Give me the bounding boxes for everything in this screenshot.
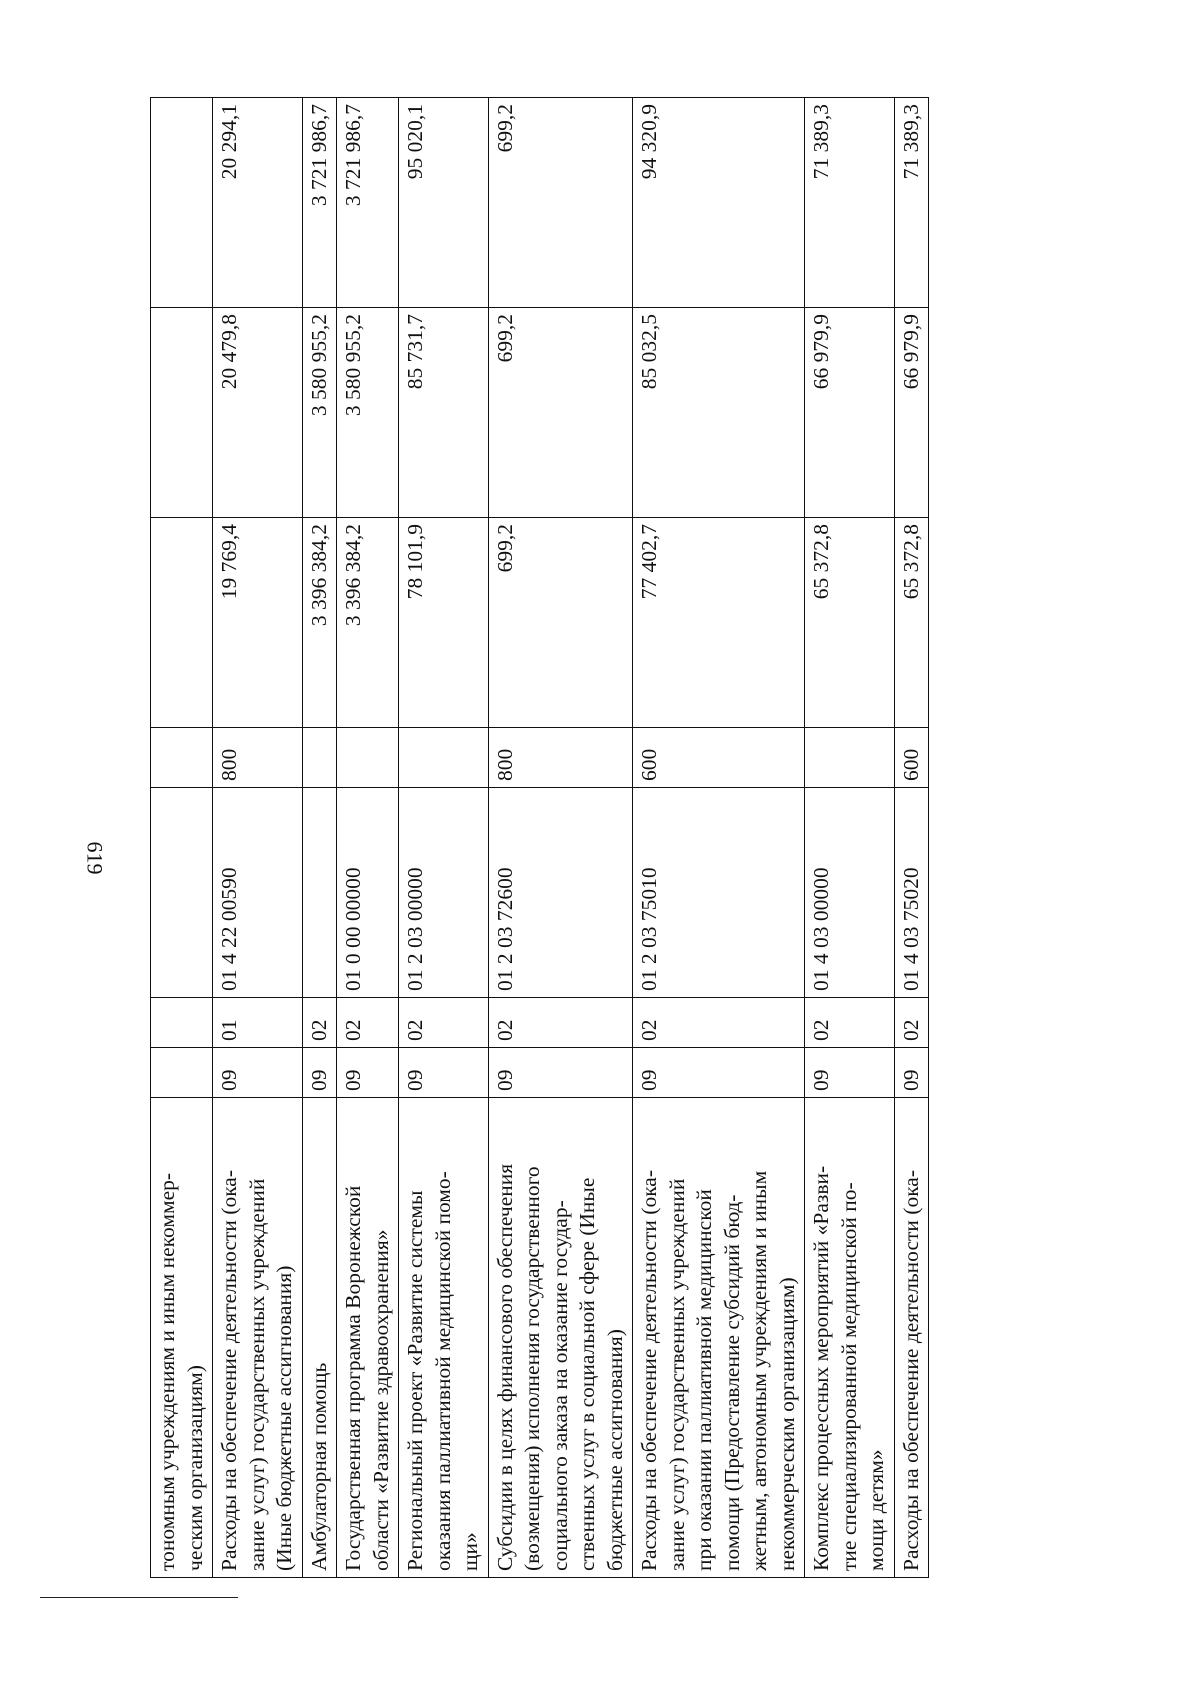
target-article-code xyxy=(151,788,213,998)
row-name: Расходы на обеспечение деятельности (ока- зание услуг) государственных учреждений (Иные бюджетные ассигнования) xyxy=(213,1098,303,1578)
table-row xyxy=(894,98,929,1578)
table-row xyxy=(337,98,399,1578)
table-row xyxy=(151,98,213,1578)
amount-year-3: 95 020,1 xyxy=(399,98,489,308)
subsection-code: 02 xyxy=(805,998,895,1048)
amount-year-3: 71 389,3 xyxy=(805,98,895,308)
row-name: Комплекс процессных мероприятий «Разви- тие специализированной медицинской по- мощи детям» xyxy=(805,1098,895,1578)
section-code: 09 xyxy=(805,1048,895,1098)
target-article-code: 01 4 22 00590 xyxy=(213,788,303,998)
amount-year-1: 3 396 384,2 xyxy=(337,518,399,728)
budget-table xyxy=(150,97,929,1578)
section-code: 09 xyxy=(302,1048,337,1098)
row-name: Субсидии в целях финансового обеспечения (возмещения) исполнения государственного социального заказа на оказание государ- ственных услуг в социальной сфере (Иные бюджетные ассигнования) xyxy=(488,1098,633,1578)
section-code: 09 xyxy=(488,1048,633,1098)
subsection-code: 02 xyxy=(399,998,489,1048)
amount-year-1: 65 372,8 xyxy=(805,518,895,728)
subsection-code: 02 xyxy=(633,998,805,1048)
amount-year-3: 94 320,9 xyxy=(633,98,805,308)
amount-year-3 xyxy=(151,98,213,308)
amount-year-1 xyxy=(151,518,213,728)
expense-type-code xyxy=(805,728,895,788)
row-name: Расходы на обеспечение деятельности (ока- зание услуг) государственных учреждений при оказании паллиативной медицинской помощи (Предоставление субсидий бюд- жетным, автономным учреждениям и иным некоммерческим организациям) xyxy=(633,1098,805,1578)
subsection-code: 01 xyxy=(213,998,303,1048)
expense-type-code: 600 xyxy=(633,728,805,788)
row-name: Амбулаторная помощь xyxy=(302,1098,337,1578)
amount-year-1: 77 402,7 xyxy=(633,518,805,728)
expense-type-code xyxy=(337,728,399,788)
subsection-code: 02 xyxy=(337,998,399,1048)
amount-year-3: 20 294,1 xyxy=(213,98,303,308)
amount-year-2: 20 479,8 xyxy=(213,308,303,518)
amount-year-2: 699,2 xyxy=(488,308,633,518)
footnote-rule xyxy=(40,1597,238,1598)
target-article-code: 01 4 03 00000 xyxy=(805,788,895,998)
page-number: 619 xyxy=(82,841,108,875)
expense-type-code xyxy=(151,728,213,788)
row-name: Государственная программа Воронежской области «Развитие здравоохранения» xyxy=(337,1098,399,1578)
section-code: 09 xyxy=(213,1048,303,1098)
section-code: 09 xyxy=(894,1048,929,1098)
amount-year-3: 71 389,3 xyxy=(894,98,929,308)
target-article-code: 01 2 03 72600 xyxy=(488,788,633,998)
amount-year-3: 3 721 986,7 xyxy=(337,98,399,308)
amount-year-1: 78 101,9 xyxy=(399,518,489,728)
expense-type-code: 600 xyxy=(894,728,929,788)
subsection-code: 02 xyxy=(488,998,633,1048)
table-row xyxy=(302,98,337,1578)
subsection-code xyxy=(151,998,213,1048)
amount-year-3: 699,2 xyxy=(488,98,633,308)
target-article-code: 01 2 03 75010 xyxy=(633,788,805,998)
amount-year-1: 65 372,8 xyxy=(894,518,929,728)
expense-type-code xyxy=(399,728,489,788)
table-row xyxy=(399,98,489,1578)
amount-year-1: 3 396 384,2 xyxy=(302,518,337,728)
table-row xyxy=(805,98,895,1578)
amount-year-3: 3 721 986,7 xyxy=(302,98,337,308)
row-name: Расходы на обеспечение деятельности (ока- xyxy=(894,1098,929,1578)
section-code xyxy=(151,1048,213,1098)
row-name: Региональный проект «Развитие системы оказания паллиативной медицинской помо- щи» xyxy=(399,1098,489,1578)
target-article-code xyxy=(302,788,337,998)
amount-year-2 xyxy=(151,308,213,518)
amount-year-2: 66 979,9 xyxy=(894,308,929,518)
subsection-code: 02 xyxy=(894,998,929,1048)
expense-type-code: 800 xyxy=(213,728,303,788)
target-article-code: 01 4 03 75020 xyxy=(894,788,929,998)
amount-year-1: 19 769,4 xyxy=(213,518,303,728)
expense-type-code: 800 xyxy=(488,728,633,788)
table-body xyxy=(151,98,929,1578)
section-code: 09 xyxy=(399,1048,489,1098)
amount-year-2: 3 580 955,2 xyxy=(302,308,337,518)
table-row xyxy=(213,98,303,1578)
table-row xyxy=(633,98,805,1578)
table-row xyxy=(488,98,633,1578)
budget-table-rotated xyxy=(150,98,1190,1578)
amount-year-1: 699,2 xyxy=(488,518,633,728)
section-code: 09 xyxy=(337,1048,399,1098)
subsection-code: 02 xyxy=(302,998,337,1048)
amount-year-2: 3 580 955,2 xyxy=(337,308,399,518)
section-code: 09 xyxy=(633,1048,805,1098)
expense-type-code xyxy=(302,728,337,788)
target-article-code: 01 0 00 00000 xyxy=(337,788,399,998)
amount-year-2: 66 979,9 xyxy=(805,308,895,518)
target-article-code: 01 2 03 00000 xyxy=(399,788,489,998)
row-name: тономным учреждениям и иным некоммер- ческим организациям) xyxy=(151,1098,213,1578)
amount-year-2: 85 032,5 xyxy=(633,308,805,518)
amount-year-2: 85 731,7 xyxy=(399,308,489,518)
